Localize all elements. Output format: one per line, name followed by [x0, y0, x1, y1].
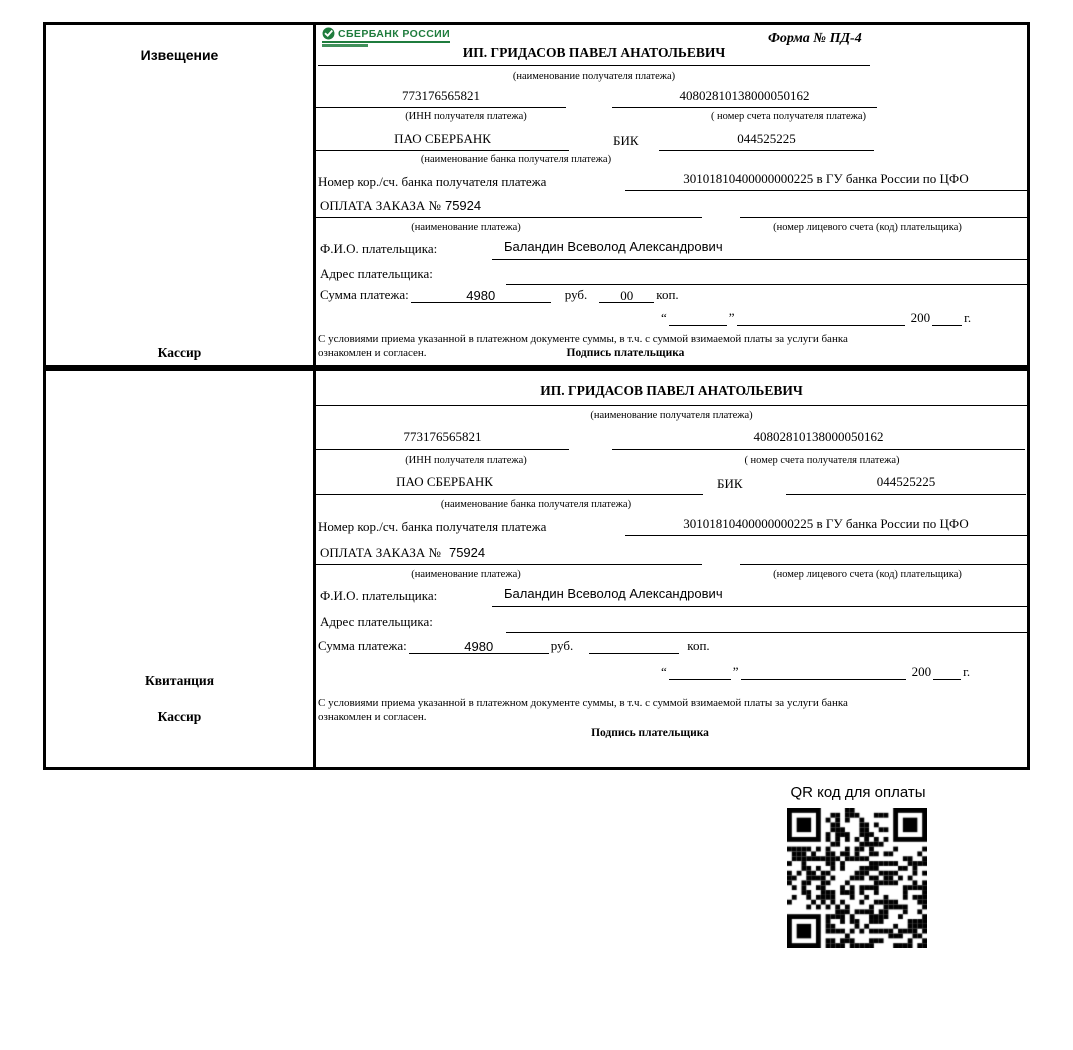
date-line: [661, 664, 970, 680]
bank-name-hint: (наименование банка получателя платежа): [440, 499, 632, 510]
bik-label: БИК: [613, 133, 639, 148]
payer-address-value: [506, 264, 1027, 285]
payer-code-field: [740, 197, 1027, 218]
payment-purpose-prefix: ОПЛАТА ЗАКАЗА №: [320, 545, 441, 560]
payer-fio-value: Баландин Всеволод Александрович: [492, 239, 1027, 260]
payment-purpose-prefix: ОПЛАТА ЗАКАЗА №: [320, 198, 441, 213]
date-line: [661, 310, 971, 326]
quote-open: “: [661, 310, 667, 325]
kop-label: коп.: [656, 287, 679, 302]
year-line: [933, 665, 961, 680]
corr-account-label: Номер кор./сч. банка получателя платежа: [318, 174, 547, 189]
payer-address-label: Адрес плательщика:: [320, 614, 433, 629]
bik-label: БИК: [717, 476, 743, 491]
form-number: Форма № ПД-4: [768, 31, 862, 46]
date-day-line: [669, 665, 731, 680]
amount-kop-value: 00: [599, 288, 654, 303]
amount-kop-value: [589, 639, 679, 654]
receipt-cashier-label: Кассир: [157, 709, 202, 724]
payment-purpose-field: [316, 544, 702, 565]
payer-address-label: Адрес плательщика:: [320, 266, 433, 281]
terms-line2-row: [318, 347, 684, 359]
year-prefix: 200: [911, 664, 932, 679]
payment-name-hint: (наименование платежа): [411, 569, 521, 580]
bik-value: 044525225: [786, 474, 1026, 495]
notice-side-label: Извещение: [140, 47, 219, 63]
receipt-side-column: [46, 371, 316, 767]
notice-cashier-label: Кассир: [157, 345, 202, 360]
recipient-account-value: 40802810138000050162: [612, 429, 1025, 450]
payer-fio-label: Ф.И.О. плательщика:: [320, 241, 438, 256]
order-number: 75924: [444, 198, 482, 213]
kop-label: коп.: [687, 638, 710, 653]
recipient-inn-value: 773176565821: [316, 429, 569, 450]
sberbank-logo: [322, 27, 450, 47]
payment-name-hint: (наименование платежа): [411, 222, 521, 233]
amount-rub-value: 4980: [409, 639, 549, 654]
recipient-inn-value: 773176565821: [316, 88, 566, 108]
terms-line2: ознакомлен и согласен.: [318, 711, 427, 723]
rub-label: руб.: [550, 638, 574, 653]
quote-open: “: [661, 664, 667, 679]
payer-code-field: [740, 544, 1027, 565]
quote-close: ”: [728, 310, 735, 325]
payer-fio-label: Ф.И.О. плательщика:: [320, 588, 438, 603]
qr-code: [787, 808, 927, 948]
terms-line2: ознакомлен и согласен.: [318, 347, 427, 359]
year-prefix: 200: [910, 310, 931, 325]
sberbank-icon: [322, 27, 335, 40]
payment-purpose-field: [316, 197, 702, 218]
corr-account-value: 30101810400000000225 в ГУ банка России по ЦФО: [625, 171, 1027, 191]
bank-name-hint: (наименование банка получателя платежа): [420, 154, 612, 165]
payer-address-value: [506, 612, 1027, 633]
inn-hint: (ИНН получателя платежа): [405, 455, 527, 466]
account-hint: ( номер счета получателя платежа): [710, 111, 867, 122]
bank-name-value: ПАО СБЕРБАНК: [316, 131, 569, 151]
payer-code-hint: (номер лицевого счета (код) плательщика): [773, 222, 962, 233]
receipt-side-label: Квитанция: [144, 673, 215, 688]
bank-name-value: ПАО СБЕРБАНК: [316, 474, 703, 495]
form-box: [43, 22, 1030, 770]
quote-close: ”: [732, 664, 739, 679]
terms-line1: С условиями приема указанной в платежном документе суммы, в т.ч. с суммой взимаемой платы за услуги банка: [318, 333, 848, 345]
recipient-name-hint: (наименование получателя платежа): [590, 410, 753, 421]
inn-hint: (ИНН получателя платежа): [405, 111, 527, 122]
terms-line1: С условиями приема указанной в платежном документе суммы, в т.ч. с суммой взимаемой платы за услуги банка: [318, 697, 848, 709]
year-line: [932, 311, 962, 326]
date-month-line: [737, 311, 905, 326]
recipient-name: ИП. ГРИДАСОВ ПАВЕЛ АНАТОЛЬЕВИЧ: [316, 383, 1027, 406]
account-hint: ( номер счета получателя платежа): [744, 455, 900, 466]
corr-account-label: Номер кор./сч. банка получателя платежа: [318, 519, 547, 534]
signature-label: Подпись плательщика: [591, 727, 709, 739]
payment-sum-label: Сумма платежа:: [318, 638, 407, 653]
receipt-section: [46, 371, 1027, 767]
payer-code-hint: (номер лицевого счета (код) плательщика): [773, 569, 962, 580]
corr-account-value: 30101810400000000225 в ГУ банка России по ЦФО: [625, 516, 1027, 536]
bik-value: 044525225: [659, 131, 874, 151]
amount-rub-value: 4980: [411, 288, 551, 303]
qr-code-label: QR код для оплаты: [790, 784, 926, 801]
payment-sum-line: [320, 287, 679, 303]
year-suffix: г.: [964, 310, 972, 325]
sberbank-logo-text: СБЕРБАНК РОССИИ: [338, 27, 451, 40]
year-suffix: г.: [963, 664, 971, 679]
notice-content: [316, 25, 1027, 365]
recipient-account-value: 40802810138000050162: [612, 88, 877, 108]
rub-label: руб.: [564, 287, 588, 302]
payment-sum-line: [318, 638, 710, 654]
order-number: 75924: [448, 545, 486, 560]
payer-fio-value: Баландин Всеволод Александрович: [492, 586, 1027, 607]
notice-section: [46, 25, 1027, 371]
notice-side-column: [46, 25, 316, 365]
signature-label: Подпись плательщика: [566, 347, 685, 359]
payment-sum-label: Сумма платежа:: [320, 287, 409, 302]
date-month-line: [741, 665, 906, 680]
recipient-name: ИП. ГРИДАСОВ ПАВЕЛ АНАТОЛЬЕВИЧ: [318, 45, 870, 66]
date-day-line: [669, 311, 727, 326]
recipient-name-hint: (наименование получателя платежа): [512, 71, 676, 82]
receipt-content: [316, 371, 1027, 767]
